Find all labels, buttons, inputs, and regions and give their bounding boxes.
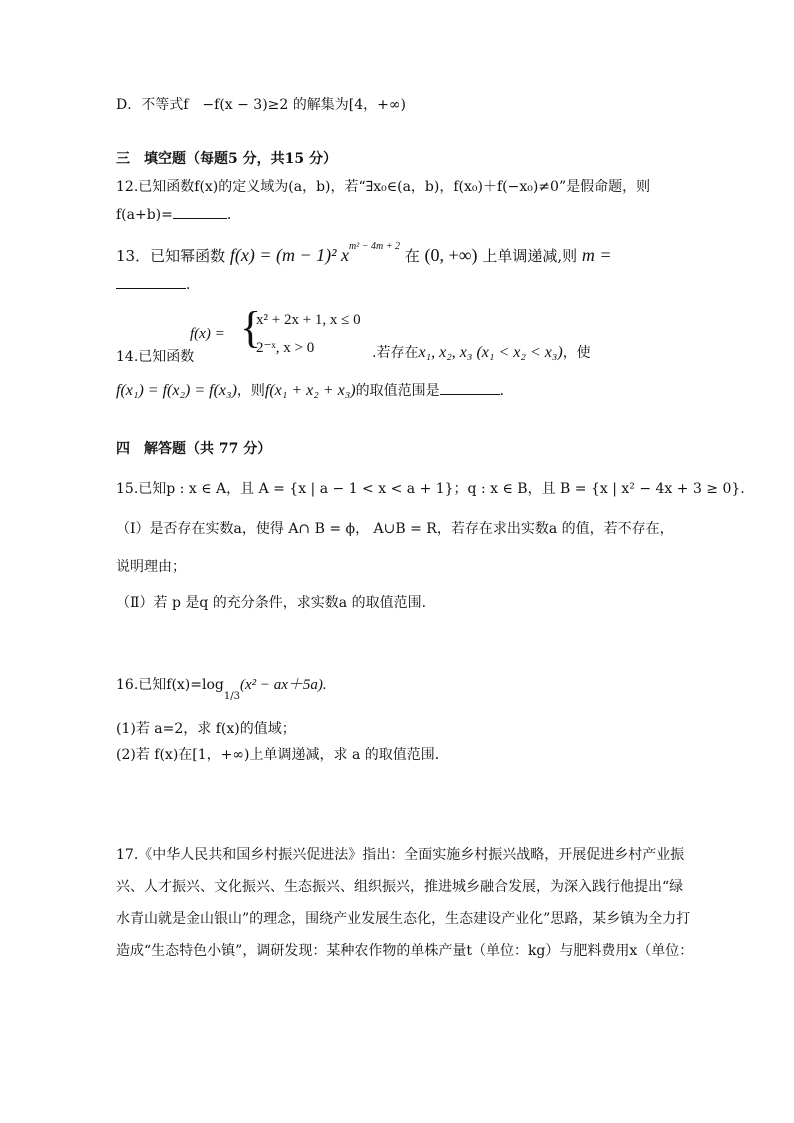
question-17-line4: 造成“生态特色小镇”，调研发现：某种农作物的单株产量t（单位：kg）与肥料费用x（单位： xyxy=(116,943,694,959)
question-13-line2: ． xyxy=(116,276,200,294)
section-3-heading: 三 填空题（每题5 分，共15 分） xyxy=(116,151,337,167)
question-15-line2: （Ⅰ）是否存在实数a，使得 A∩ B = ϕ， A∪B = R，若存在求出实数a 的值，若不存在， xyxy=(116,521,674,537)
question-16-line1 xyxy=(116,676,327,700)
question-15-line1: 15.已知p : x ∈ A，且 A = {x | a − 1 < x < a + 1}；q : x ∈ B，且 B = {x | x² − 4x + 3 ≥ 0}. xyxy=(116,481,745,497)
question-14-vars: x₁, x₂, x₃ (x₁ < x₂ < x₃) xyxy=(418,344,563,361)
question-16-line3: (2)若 f(x)在[1，+∞)上单调递减，求 a 的取值范围． xyxy=(116,747,449,763)
question-14-fx: f(x) = xyxy=(190,326,225,342)
question-14-post: 的取值范围是 xyxy=(355,383,440,399)
question-14-expression: f(x₁ + x₂ + x₃) xyxy=(264,382,356,399)
question-12-line1: 12.已知函数f(x)的定义域为(a，b)，若“∃x₀∈(a，b)，f(x₀)＋f(−x₀)≠0”是假命题，则 xyxy=(116,179,651,195)
question-14-case1: x² + 2x + 1, x ≤ 0 xyxy=(256,312,361,328)
question-13-prefix: 13．已知幂函数 xyxy=(116,247,226,265)
question-13-m: m = xyxy=(581,245,612,265)
answer-blank-13 xyxy=(116,276,186,289)
log-base: 1/3 xyxy=(223,690,240,702)
question-16-prefix: 16.已知f(x)=log xyxy=(116,677,224,693)
piecewise-brace: { xyxy=(240,303,262,352)
question-14-equation: f(x₁) = f(x₂) = f(x₃) xyxy=(116,382,237,399)
question-16-line2: (1)若 a=2，求 f(x)的值域； xyxy=(116,721,296,737)
question-13-exponent: m² − 4m + 2 xyxy=(349,241,400,252)
question-14-line2: f(x₁) = f(x₂) = f(x₃)，则f(x₁ + x₂ + x₃)的取值范围是 ． xyxy=(116,382,514,399)
section-4-heading: 四 解答题（共 77 分） xyxy=(116,441,272,457)
question-13-line1 xyxy=(116,241,612,265)
question-17-line3: 水青山就是金山银山”的理念，围绕产业发展生态化，生态建设产业化”思路，某乡镇为全力打 xyxy=(116,911,691,927)
question-14-end: ，使 xyxy=(562,345,591,361)
question-12-line2: f(a+b)= ． xyxy=(116,207,241,223)
question-15-line3: 说明理由； xyxy=(116,559,186,575)
question-16-argument: (x² − ax＋5a). xyxy=(239,677,327,693)
question-15-line4: （Ⅱ）若 p 是q 的充分条件，求实数a 的取值范围. xyxy=(116,595,427,611)
option-d: D．不等式f −f(x − 3)≥2 的解集为[4，+∞) xyxy=(116,97,406,113)
question-14-label: 14.已知函数 xyxy=(116,349,195,365)
answer-blank-12 xyxy=(173,206,227,219)
question-14-then: ，则 xyxy=(236,383,265,399)
question-17-line1: 17.《中华人民共和国乡村振兴促进法》指出：全面实施乡村振兴战略，开展促进乡村产业振 xyxy=(116,847,685,863)
question-13-post: 上单调递减,则 xyxy=(482,247,578,265)
question-14-mid: .若存在 xyxy=(372,345,419,361)
question-12-expr: f(a+b)= xyxy=(116,207,173,223)
question-17-line2: 兴、人才振兴、文化振兴、生态振兴、组织振兴，推进城乡融合发展，为深入践行他提出“绿 xyxy=(116,879,684,895)
question-13-interval: (0, +∞) xyxy=(424,245,478,265)
answer-blank-14 xyxy=(440,382,500,395)
question-14-case2: 2⁻ˣ, x > 0 xyxy=(256,340,315,356)
question-14-line1-tail xyxy=(372,344,591,362)
question-13-mid: 在 xyxy=(404,247,420,265)
question-13-function: f(x) = (m − 1)² x xyxy=(229,245,350,265)
